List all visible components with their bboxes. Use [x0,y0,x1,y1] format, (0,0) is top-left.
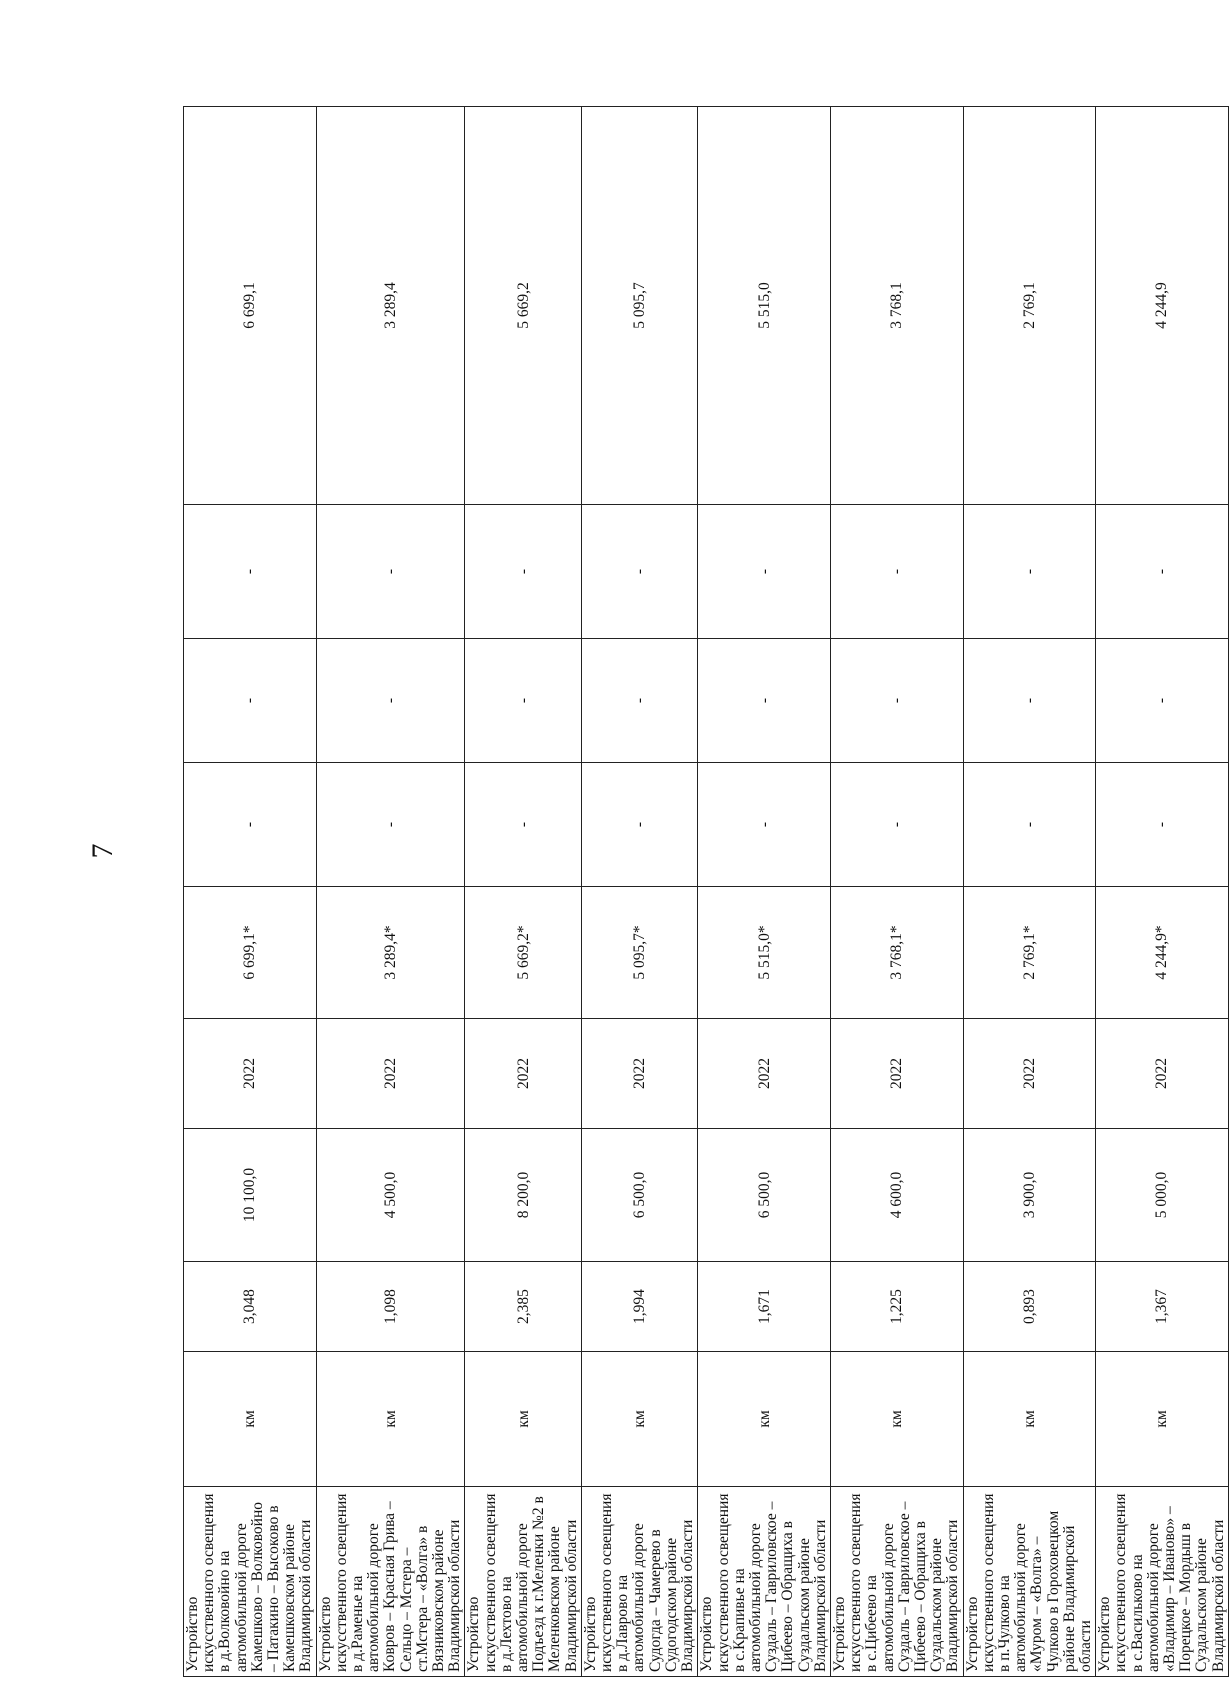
financing-cell: 3 289,4* [316,887,465,1019]
unit-cell: км [830,1352,963,1487]
unit-cell: км [465,1352,581,1487]
empty-cell-b: - [1096,639,1229,763]
cost-cell: 8 200,0 [465,1129,581,1262]
project-description: Устройство искусственного освещения в д.Волковойно на автомобильной дороге Камешково – Волковойно – Патакино – Высоково в Камешковском районе Владимирской области [184,1487,317,1677]
year-cell: 2022 [1096,1019,1229,1129]
length-cell: 0,893 [963,1262,1096,1352]
cost-cell: 6 500,0 [698,1129,831,1262]
year-cell: 2022 [316,1019,465,1129]
empty-cell-b: - [316,639,465,763]
empty-cell-c: - [184,505,317,639]
financing-cell: 5 669,2* [465,887,581,1019]
empty-cell-a: - [184,763,317,887]
year-cell: 2022 [581,1019,697,1129]
total-cell: 4 244,9 [1096,107,1229,505]
empty-cell-c: - [698,505,831,639]
financing-cell: 6 699,1* [184,887,317,1019]
empty-cell-c: - [316,505,465,639]
project-description: Устройство искусственного освещения в д.Раменье на автомобильной дороге Ковров – Красная Грива – Сельцо – Мстера – ст.Мстера – «Волга» в Вязниковском районе Владимирской области [316,1487,465,1677]
empty-cell-c: - [465,505,581,639]
table-row [698,107,831,1677]
empty-cell-c: - [581,505,697,639]
empty-cell-b: - [184,639,317,763]
empty-cell-c: - [963,505,1096,639]
project-description: Устройство искусственного освещения в д.Лаврово на автомобильной дороге Судогда – Чамерево в Судогодском районе Владимирской области [581,1487,697,1677]
empty-cell-b: - [963,639,1096,763]
empty-cell-c: - [830,505,963,639]
empty-cell-a: - [465,763,581,887]
financing-cell: 3 768,1* [830,887,963,1019]
length-cell: 1,994 [581,1262,697,1352]
project-description: Устройство искусственного освещения в с.Васильково на автомобильной дороге «Владимир – Иваново» – Порецкое – Мордыш в Суздальском районе Владимирской области [1096,1487,1229,1677]
table-row [1096,107,1229,1677]
total-cell: 6 699,1 [184,107,317,505]
cost-cell: 10 100,0 [184,1129,317,1262]
project-description: Устройство искусственного освещения в д.Лехтово на автомобильной дороге Подъезд к г.Меленки №2 в Меленковском районе Владимирской области [465,1487,581,1677]
total-cell: 3 289,4 [316,107,465,505]
length-cell: 3,048 [184,1262,317,1352]
table-row [830,107,963,1677]
lighting-projects-table [183,106,1229,1677]
project-description: Устройство искусственного освещения в п.Чулково на автомобильной дороге «Муром – «Волга» – Чулково в Гороховецком районе Владимирской области [963,1487,1096,1677]
cost-cell: 6 500,0 [581,1129,697,1262]
length-cell: 1,367 [1096,1262,1229,1352]
financing-cell: 5 095,7* [581,887,697,1019]
total-cell: 5 095,7 [581,107,697,505]
rotated-table-container [183,107,1227,1677]
financing-cell: 2 769,1* [963,887,1096,1019]
table-row [184,107,317,1677]
year-cell: 2022 [830,1019,963,1129]
year-cell: 2022 [184,1019,317,1129]
unit-cell: км [184,1352,317,1487]
empty-cell-a: - [698,763,831,887]
cost-cell: 5 000,0 [1096,1129,1229,1262]
unit-cell: км [1096,1352,1229,1487]
financing-cell: 4 244,9* [1096,887,1229,1019]
year-cell: 2022 [465,1019,581,1129]
unit-cell: км [698,1352,831,1487]
total-cell: 5 669,2 [465,107,581,505]
cost-cell: 3 900,0 [963,1129,1096,1262]
empty-cell-a: - [830,763,963,887]
empty-cell-b: - [698,639,831,763]
total-cell: 2 769,1 [963,107,1096,505]
empty-cell-a: - [963,763,1096,887]
table-row [581,107,697,1677]
length-cell: 1,098 [316,1262,465,1352]
unit-cell: км [963,1352,1096,1487]
financing-cell: 5 515,0* [698,887,831,1019]
year-cell: 2022 [963,1019,1096,1129]
page-number: 7 [86,843,119,859]
empty-cell-a: - [316,763,465,887]
cost-cell: 4 500,0 [316,1129,465,1262]
table-row [316,107,465,1677]
year-cell: 2022 [698,1019,831,1129]
empty-cell-b: - [830,639,963,763]
unit-cell: км [581,1352,697,1487]
total-cell: 5 515,0 [698,107,831,505]
length-cell: 1,671 [698,1262,831,1352]
project-description: Устройство искусственного освещения в с.Цибеево на автомобильной дороге Суздаль – Гавриловское – Цибеево – Обращиха в Суздальском районе Владимирской области [830,1487,963,1677]
project-description: Устройство искусственного освещения в с.Крапивье на автомобильной дороге Суздаль – Гавриловское – Цибеево – Обращиха в Суздальском районе Владимирской области [698,1487,831,1677]
empty-cell-c: - [1096,505,1229,639]
length-cell: 2,385 [465,1262,581,1352]
cost-cell: 4 600,0 [830,1129,963,1262]
total-cell: 3 768,1 [830,107,963,505]
empty-cell-a: - [581,763,697,887]
empty-cell-b: - [581,639,697,763]
table-row [963,107,1096,1677]
length-cell: 1,225 [830,1262,963,1352]
table-body [184,107,1229,1677]
empty-cell-a: - [1096,763,1229,887]
table-row [465,107,581,1677]
empty-cell-b: - [465,639,581,763]
unit-cell: км [316,1352,465,1487]
